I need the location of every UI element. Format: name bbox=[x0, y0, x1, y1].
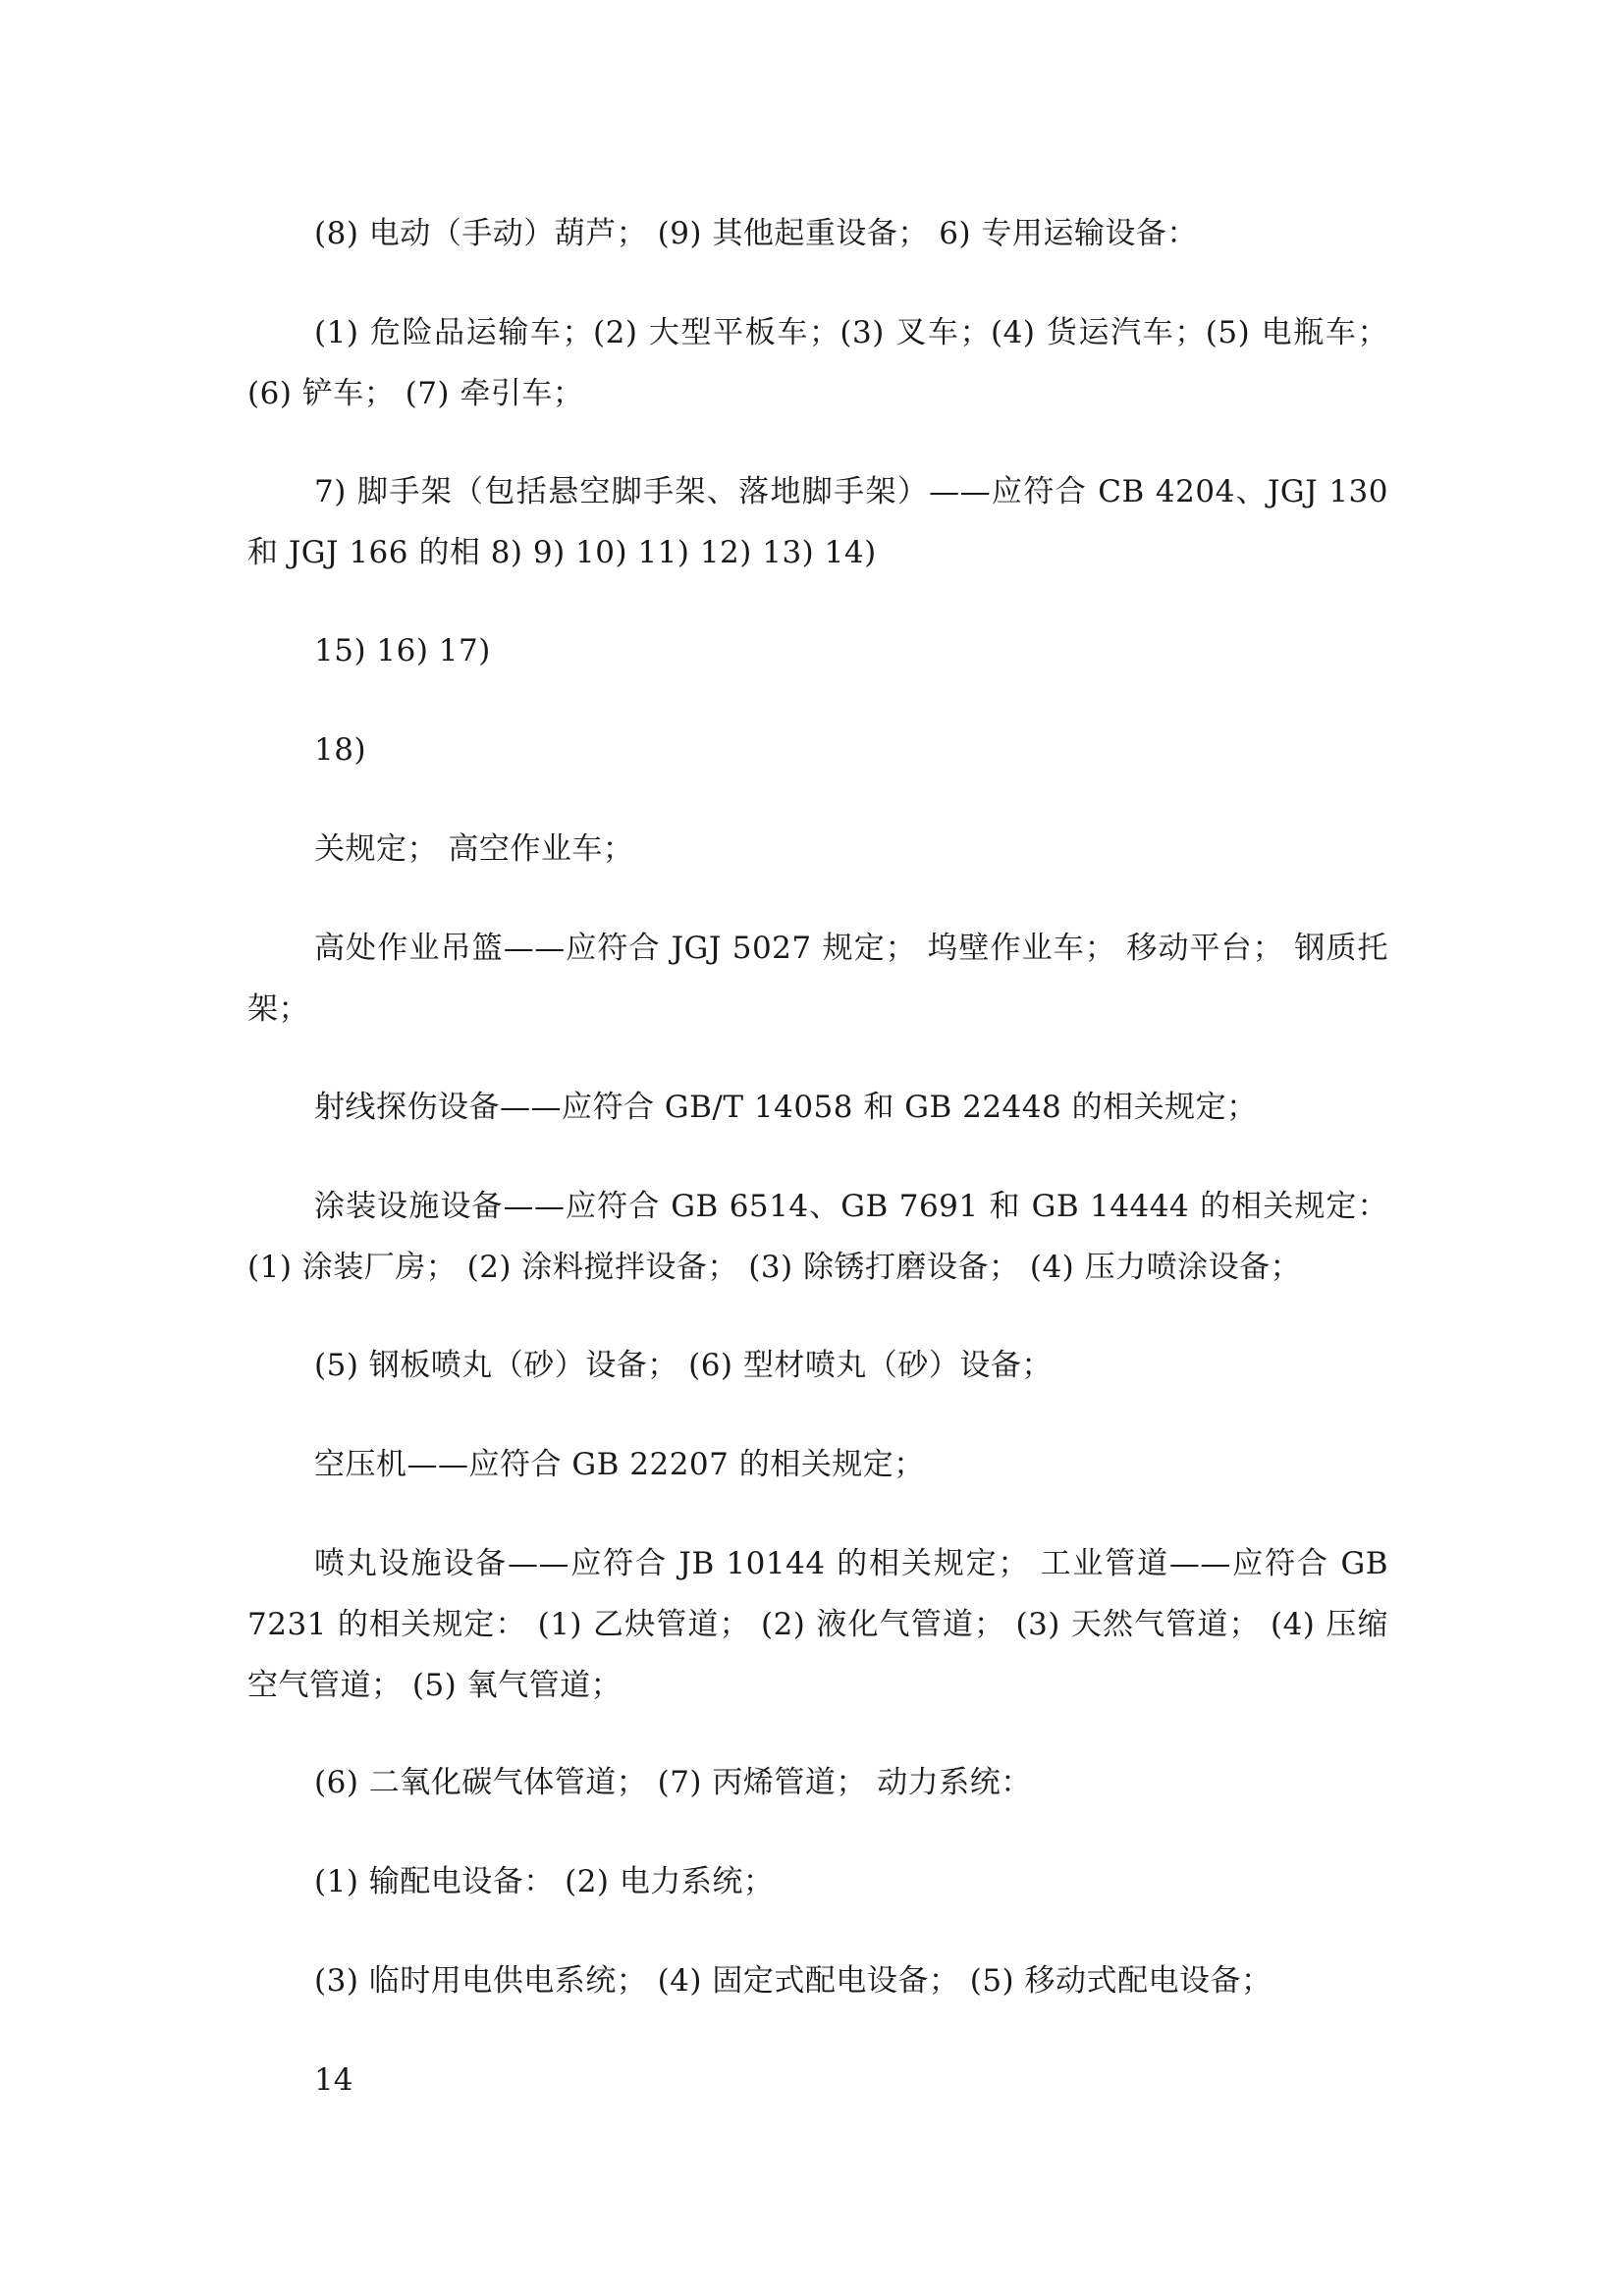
paragraph-scaffolding: 7) 脚手架（包括悬空脚手架、落地脚手架）——应符合 CB 4204、JGJ 130 和 JGJ 166 的相 8) 9) 10) 11) 12) 13) 14) bbox=[247, 474, 1388, 570]
paragraph-air-compressor: 空压机——应符合 GB 22207 的相关规定； bbox=[314, 1447, 925, 1482]
paragraph-item-numbers: 15) 16) 17) bbox=[314, 633, 491, 668]
paragraph-painting-equipment: 涂装设施设备——应符合 GB 6514、GB 7691 和 GB 14444 的相关规定： (1) 涂装厂房； (2) 涂料搅拌设备； (3) 除锈打磨设备； (4) 压力喷涂设备； bbox=[247, 1189, 1388, 1285]
paragraph-distribution-equipment: (1) 输配电设备： (2) 电力系统； bbox=[314, 1864, 775, 1899]
paragraph-temporary-power: (3) 临时用电供电系统； (4) 固定式配电设备； (5) 移动式配电设备； bbox=[314, 1963, 1272, 1999]
page-number: 14 bbox=[314, 2062, 353, 2098]
paragraph-transport-vehicles: (1) 危险品运输车；(2) 大型平板车；(3) 叉车；(4) 货运汽车；(5) 电瓶车； (6) 铲车； (7) 牵引车； bbox=[247, 315, 1388, 411]
paragraph-lifting-equipment: (8) 电动（手动）葫芦； (9) 其他起重设备； 6) 专用运输设备： bbox=[314, 216, 1198, 251]
paragraph-shot-blasting: (5) 钢板喷丸（砂）设备； (6) 型材喷丸（砂）设备； bbox=[314, 1348, 1053, 1383]
paragraph-item-18: 18) bbox=[314, 732, 367, 768]
paragraph-industrial-pipeline: 喷丸设施设备——应符合 JB 10144 的相关规定； 工业管道——应符合 GB 7231 的相关规定： (1) 乙炔管道； (2) 液化气管道； (3) 天然气管道； (4) 压缩空气管道； (5) 氧气管道； bbox=[247, 1546, 1388, 1703]
paragraph-radiographic-equipment: 射线探伤设备——应符合 GB/T 14058 和 GB 22448 的相关规定； bbox=[314, 1090, 1258, 1125]
paragraph-aerial-vehicle: 关规定； 高空作业车； bbox=[314, 831, 634, 867]
paragraph-hanging-basket: 高处作业吊篮——应符合 JGJ 5027 规定； 坞壁作业车； 移动平台； 钢质托架； bbox=[247, 931, 1388, 1027]
paragraph-power-system: (6) 二氧化碳气体管道； (7) 丙烯管道； 动力系统： bbox=[314, 1765, 1032, 1800]
